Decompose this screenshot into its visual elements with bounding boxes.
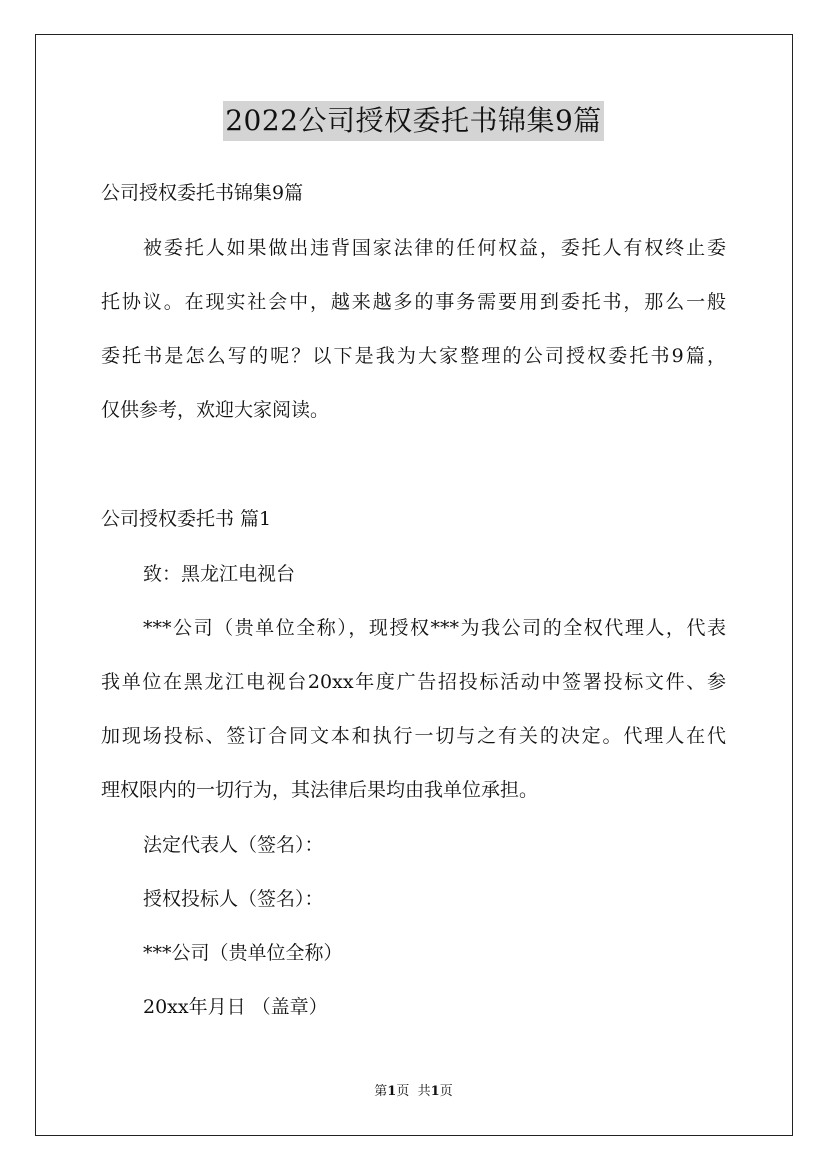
page-footer (0, 1083, 827, 1101)
company-name: ***公司（贵单位全称） (143, 942, 343, 964)
intro-line-2: 托协议。在现实社会中，越来越多的事务需要用到委托书，那么一般 (101, 291, 726, 313)
total-unit: 页 (439, 1084, 453, 1099)
page-label: 第 (374, 1084, 388, 1099)
page-unit: 页 (396, 1084, 410, 1099)
intro-line-3: 委托书是怎么写的呢？以下是我为大家整理的公司授权委托书9篇， (101, 345, 726, 367)
body-line-3: 加现场投标、签订合同文本和执行一切与之有关的决定。代理人在代 (101, 725, 726, 747)
legal-rep-signature: 法定代表人（签名）： (143, 834, 324, 856)
intro-line-4: 仅供参考，欢迎大家阅读。 (101, 399, 330, 421)
authorized-bidder-signature: 授权投标人（签名）： (143, 888, 324, 910)
body-line-4: 理权限内的一切行为，其法律后果均由我单位承担。 (101, 779, 539, 801)
recipient-line: 致：黑龙江电视台 (143, 563, 296, 585)
page-number: 1 (387, 1084, 397, 1099)
total-pages: 1 (430, 1084, 440, 1099)
intro-line-1: 被委托人如果做出违背国家法律的任何权益，委托人有权终止委 (143, 237, 726, 259)
body-line-1: ***公司（贵单位全称），现授权***为我公司的全权代理人，代表 (143, 617, 726, 639)
section-heading: 公司授权委托书 篇1 (101, 508, 272, 530)
document-title: 2022公司授权委托书锦集9篇 (223, 101, 604, 141)
body-line-2: 我单位在黑龙江电视台20xx年度广告招投标活动中签署投标文件、参 (101, 671, 726, 693)
title-container (0, 101, 827, 141)
date-seal: 20xx年月日 （盖章） (143, 996, 328, 1018)
subtitle: 公司授权委托书锦集9篇 (101, 182, 304, 204)
total-label: 共 (417, 1084, 431, 1099)
